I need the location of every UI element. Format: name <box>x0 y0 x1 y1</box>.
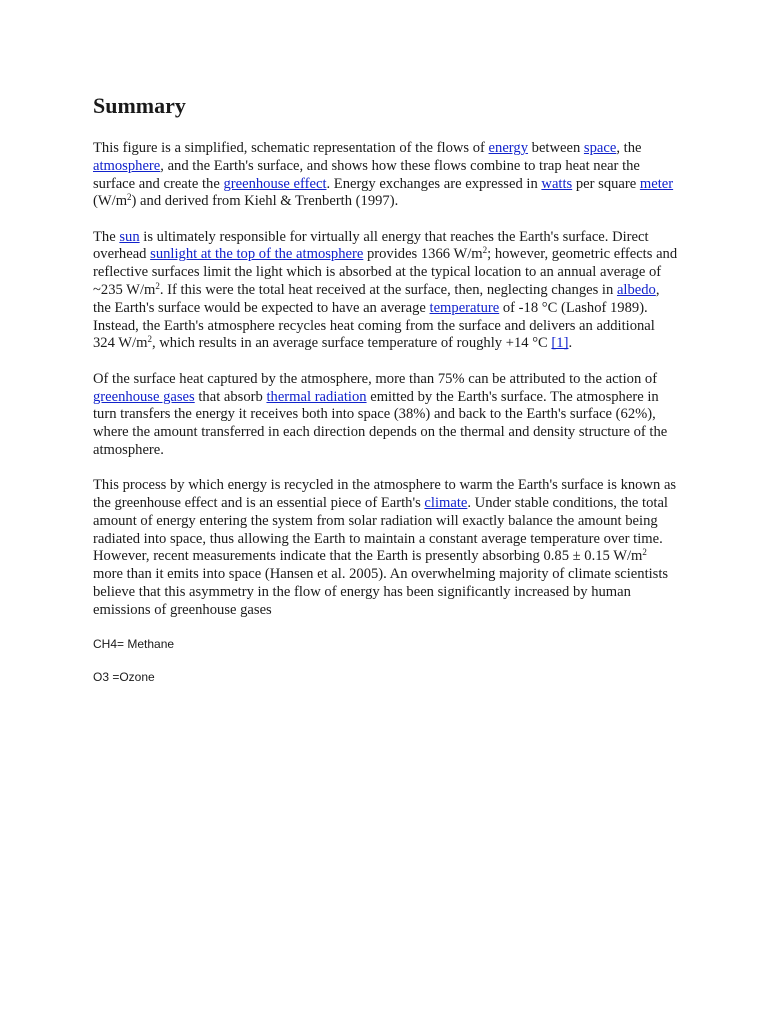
summary-heading: Summary <box>93 93 186 118</box>
link-albedo[interactable]: albedo <box>616 282 656 299</box>
link-climate[interactable]: climate <box>424 495 468 512</box>
link-space[interactable]: space <box>583 140 617 156</box>
link-atmosphere[interactable]: atmosphere <box>93 157 161 174</box>
link-meter[interactable]: meter <box>639 175 674 192</box>
link-sun[interactable]: sun <box>119 228 140 245</box>
link-energy[interactable]: energy <box>488 140 528 156</box>
link-watts[interactable]: watts <box>541 175 573 192</box>
link-thermal-radiation[interactable]: thermal radiation <box>266 388 367 405</box>
link-greenhouse-gases[interactable]: greenhouse gases <box>93 388 195 405</box>
paragraph-sun-energy: The sun is ultimately responsible for virtually all energy that reaches the Earth's surface. Direct overhead sunlight at the top of the atmosphere provides 1366 $W/m^2$; however, geometric effects and reflective surfaces limit the light which is absorbed at the typical location to an annual average of ~235 $W/m^2$. If this were the total heat received at the surface, then, neglecting changes in albedo, the Earth's surface would be expected to have an average temperature of -18 °C (Lashof 1989). Instead, the Earth's atmosphere recycles heat coming from the surface and delivers an additional 324 $W/m^2$, which results in an average surface temperature of roughly +14 °C [1]. <box>93 228 678 352</box>
paragraph-energy-recycling: This process by which energy is recycled in the atmosphere to warm the Earth's surface is known as the greenhouse effect and is an essential piece of Earth's climate. Under stable conditions, the total amount of energy entering the system from solar radiation will exactly balance the amount being radiated into space, thus allowing the Earth to maintain a constant average temperature over time. However, recent measurements indicate that the Earth is presently absorbing 0.85 ± 0.15 $W/m^2$ more than it emits into space (Hansen et al. 2005). An overwhelming majority of climate scientists believe that this asymmetry in the flow of energy has been significantly increased by human emissions of greenhouse gases <box>93 477 677 618</box>
note-ozone: O3 =Ozone <box>93 670 155 685</box>
link-sunlight-top-of-atmosphere[interactable]: sunlight at the top of the atmosphere <box>150 246 364 263</box>
document-page <box>93 92 678 703</box>
note-methane: CH4= Methane <box>93 637 175 652</box>
paragraph-energy-flows: This figure is a simplified, schematic representation of the flows of energy between space, the atmosphere, and the Earth's surface, and shows how these flows combine to trap heat near the surface and create the greenhouse effect. Energy exchanges are expressed in watts per square meter $(W/m^2)$ and derived from Kiehl & Trenberth (1997). <box>93 140 674 210</box>
link-greenhouse-effect[interactable]: greenhouse effect <box>223 175 327 192</box>
link-temperature[interactable]: temperature <box>429 299 500 316</box>
paragraph-greenhouse-gases: Of the surface heat captured by the atmosphere, more than 75% can be attributed to the action of greenhouse gases that absorb thermal radiation emitted by the Earth's surface. The atmosphere in turn transfers the energy it receives both into space (38%) and back to the Earth's surface (62%), where the amount transferred in each direction depends on the thermal and density structure of the atmosphere. <box>93 370 668 458</box>
link-reference-1[interactable]: [1] <box>551 335 569 352</box>
